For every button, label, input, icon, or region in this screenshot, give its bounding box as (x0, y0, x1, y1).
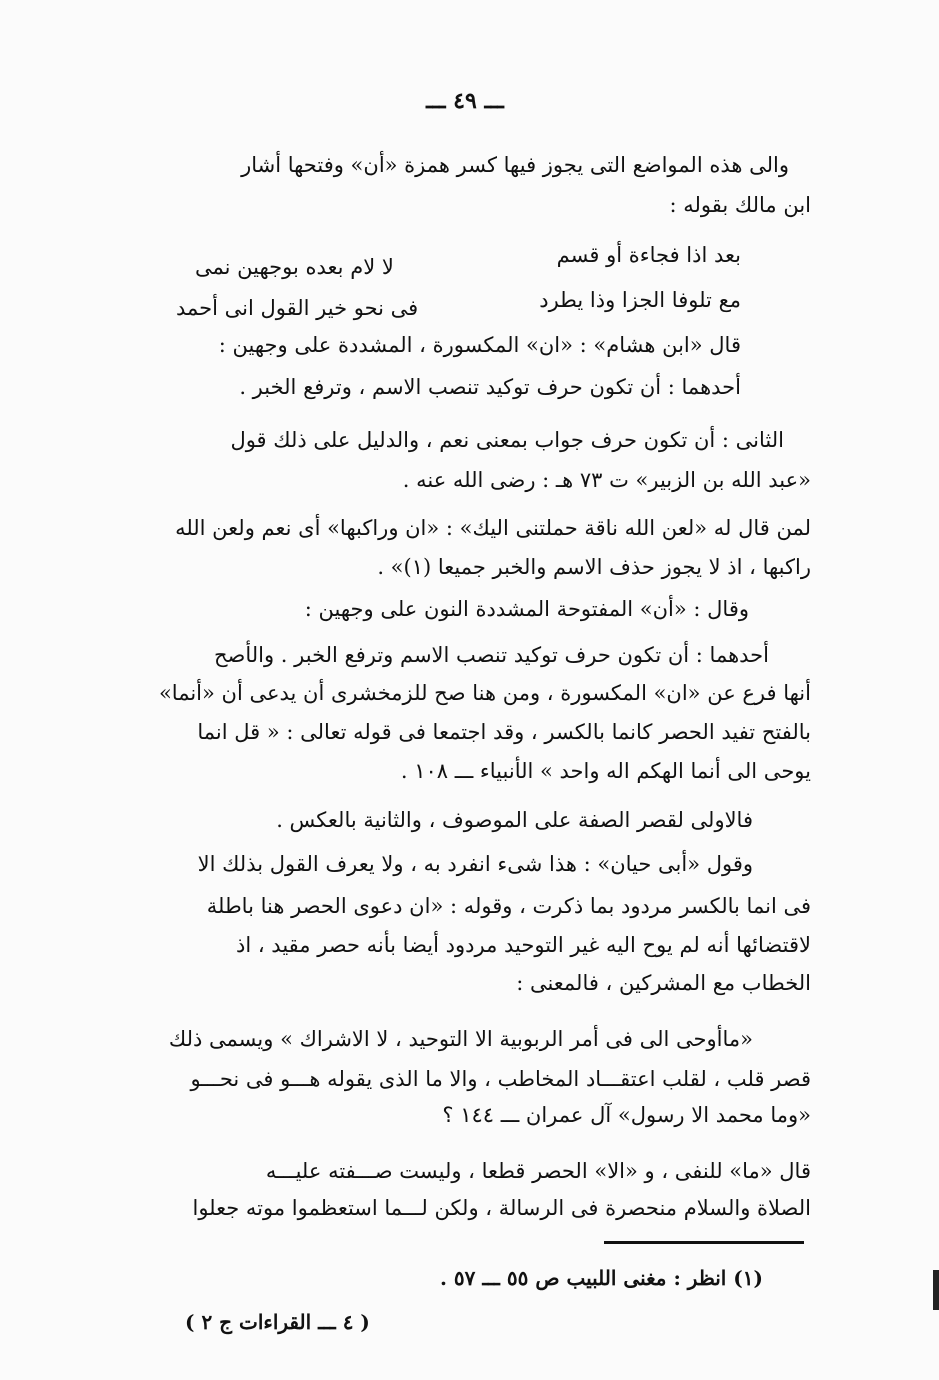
text-line: لاقتضائها أنه لم يوح اليه غير التوحيد مردود أيضا بأنه حصر مقيد ، اذ (235, 933, 811, 957)
page-number: ـــ ٤٩ ـــ (426, 88, 504, 114)
verse-second-hemistich: لا لام بعده بوجهين نمى (195, 255, 394, 279)
text-line: الثانى : أن تكون حرف جواب بمعنى نعم ، والدليل على ذلك قول (230, 428, 784, 452)
text-line: وقول «أبى حيان» : هذا شىء انفرد به ، ولا يعرف القول بذلك الا (197, 852, 753, 876)
text-line: ابن مالك بقوله : (669, 193, 811, 217)
page-edge-mark (933, 1270, 939, 1310)
verse-second-hemistich: فى نحو خير القول انى أحمد (176, 296, 419, 320)
text-line: وقال : «أن» المفتوحة المشددة النون على وجهين : (304, 597, 749, 621)
text-line: «ماأوحى الى فى أمر الربوبية الا التوحيد ، لا الاشراك » ويسمى ذلك (168, 1027, 753, 1051)
text-line: فى انما بالكسر مردود بما ذكرت ، وقوله : «ان دعوى الحصر هنا باطلة (206, 894, 811, 918)
verse-first-hemistich: مع تلوفا الجزا وذا يطرد (539, 288, 741, 312)
text-line: فالاولى لقصر الصفة على الموصوف ، والثانية بالعكس . (276, 808, 753, 832)
text-line: الخطاب مع المشركين ، فالمعنى : (516, 971, 811, 995)
text-line: قال «ما» للنفى ، و «الا» الحصر قطعا ، وليست صـــفته عليـــه (265, 1159, 811, 1183)
text-line: قصر قلب ، لقلب اعتقـــاد المخاطب ، والا ما الذى يقوله هـــو فى نحـــو (190, 1067, 811, 1091)
text-line: يوحى الى أنما الهكم اله واحد » الأنبياء ـــ ١٠٨ . (400, 759, 811, 783)
text-line: الصلاة والسلام منحصرة فى الرسالة ، ولكن لـــما استعظموا موته جعلوا (192, 1196, 811, 1220)
text-line: بالفتح تفيد الحصر كانما بالكسر ، وقد اجتمعا فى قوله تعالى : « قل انما (197, 720, 811, 744)
printer-signature: ( ٤ ـــ القراءات ج ٢ ) (185, 1310, 370, 1334)
text-line: أنها فرع عن «ان» المكسورة ، ومن هنا صح للزمخشرى أن يدعى أن «أنما» (158, 681, 811, 705)
text-line: راكبها ، اذ لا يجوز حذف الاسم والخبر جميعا (١)» . (377, 555, 811, 579)
text-line: قال «ابن هشام» : «ان» المكسورة ، المشددة على وجهين : (218, 333, 741, 357)
footnote-separator (604, 1241, 804, 1244)
text-line: «وما محمد الا رسول» آل عمران ـــ ١٤٤ ؟ (442, 1103, 811, 1127)
text-line: لمن قال له «لعن الله ناقة حملتنى اليك» : «ان وراكبها» أى نعم ولعن الله (175, 516, 811, 540)
text-line: أحدهما : أن تكون حرف توكيد تنصب الاسم وترفع الخبر . والأصح (213, 643, 769, 667)
verse-first-hemistich: بعد اذا فجاءة أو قسم (556, 243, 741, 267)
footnote: (١) انظر : مغنى اللبيب ص ٥٥ ـــ ٥٧ . (439, 1266, 763, 1290)
text-line: «عبد الله بن الزبير» ت ٧٣ هـ : رضى الله عنه . (402, 468, 811, 492)
text-line: والى هذه المواضع التى يجوز فيها كسر همزة «أن» وفتحها أشار (241, 153, 789, 177)
text-line: أحدهما : أن تكون حرف توكيد تنصب الاسم ، وترفع الخبر . (239, 375, 741, 399)
